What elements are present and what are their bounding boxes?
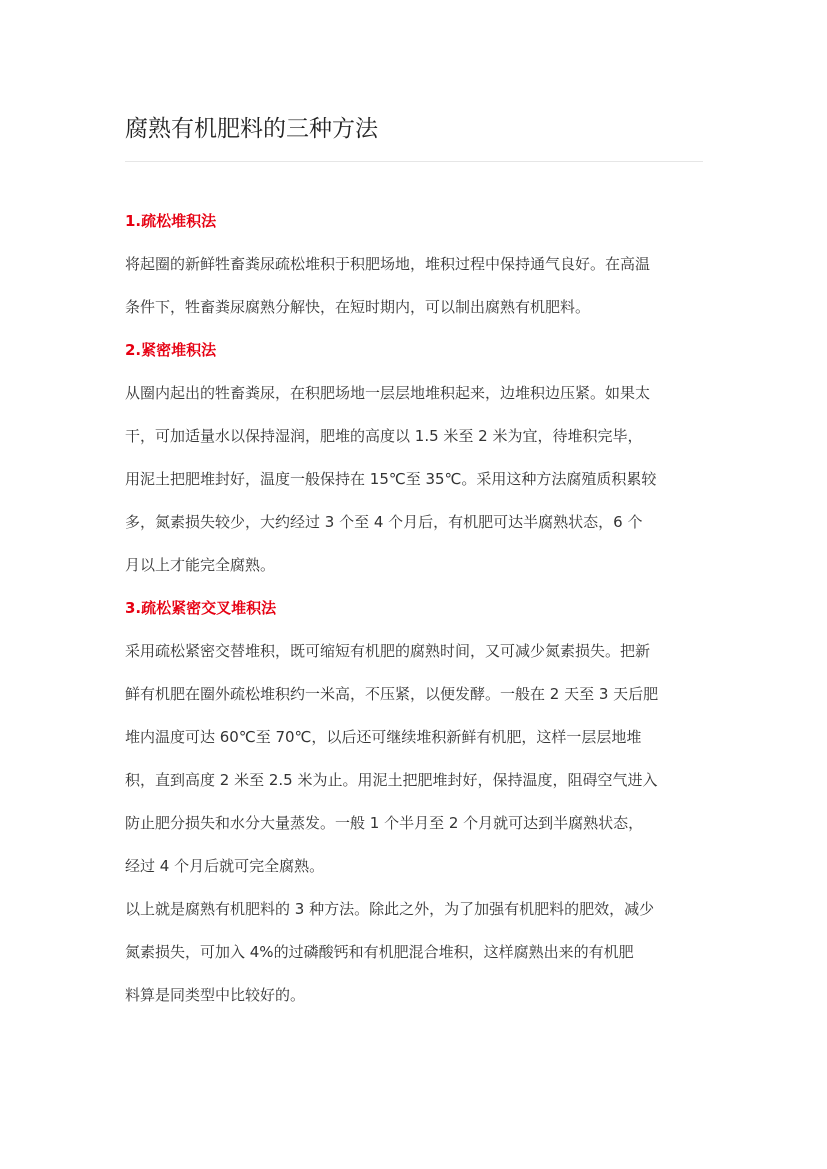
section-alternating-stacking [125,587,703,888]
paragraph-line: 以上就是腐熟有机肥料的 3 种方法。除此之外，为了加强有机肥料的肥效，减少 [125,900,655,918]
section-heading: 2.紧密堆积法 [125,341,217,359]
section-loose-stacking [125,200,703,329]
document-body [125,200,703,1017]
paragraph-line: 防止肥分损失和水分大量蒸发。一般 1 个半月至 2 个月就可达到半腐熟状态， [125,814,644,832]
paragraph-line: 干，可加适量水以保持湿润，肥堆的高度以 1.5 米至 2 米为宜，待堆积完毕， [125,427,643,445]
paragraph-line: 多，氮素损失较少，大约经过 3 个至 4 个月后，有机肥可达半腐熟状态，6 个 [125,513,643,531]
paragraph-line: 经过 4 个月后就可完全腐熟。 [125,857,325,875]
section-compact-stacking [125,329,703,587]
paragraph-line: 用泥土把肥堆封好，温度一般保持在 15℃至 35℃。采用这种方法腐殖质积累较 [125,470,657,488]
title-divider [125,161,703,162]
paragraph-line: 料算是同类型中比较好的。 [125,986,306,1004]
paragraph-line: 采用疏松紧密交替堆积，既可缩短有机肥的腐熟时间，又可减少氮素损失。把新 [125,642,651,660]
section-heading: 1.疏松堆积法 [125,212,217,230]
document-title: 腐熟有机肥料的三种方法 [125,116,378,142]
paragraph-line: 条件下，牲畜粪尿腐熟分解快，在短时期内，可以制出腐熟有机肥料。 [125,298,591,316]
paragraph-line: 积，直到高度 2 米至 2.5 米为止。用泥土把肥堆封好，保持温度，阻碍空气进入 [125,771,658,789]
section-paragraph [125,372,703,587]
conclusion-paragraph [125,888,703,1017]
paragraph-line: 氮素损失，可加入 4%的过磷酸钙和有机肥混合堆积，这样腐熟出来的有机肥 [125,943,634,961]
paragraph-line: 月以上才能完全腐熟。 [125,556,276,574]
paragraph-line: 从圈内起出的牲畜粪尿，在积肥场地一层层地堆积起来，边堆积边压紧。如果太 [125,384,651,402]
section-heading: 3.疏松紧密交叉堆积法 [125,599,277,617]
section-paragraph [125,243,703,329]
paragraph-line: 鲜有机肥在圈外疏松堆积约一米高，不压紧，以便发酵。一般在 2 天至 3 天后肥 [125,685,659,703]
paragraph-line: 将起圈的新鲜牲畜粪尿疏松堆积于积肥场地，堆积过程中保持通气良好。在高温 [125,255,651,273]
paragraph-line: 堆内温度可达 60℃至 70℃，以后还可继续堆积新鲜有机肥，这样一层层地堆 [125,728,642,746]
section-paragraph [125,630,703,888]
